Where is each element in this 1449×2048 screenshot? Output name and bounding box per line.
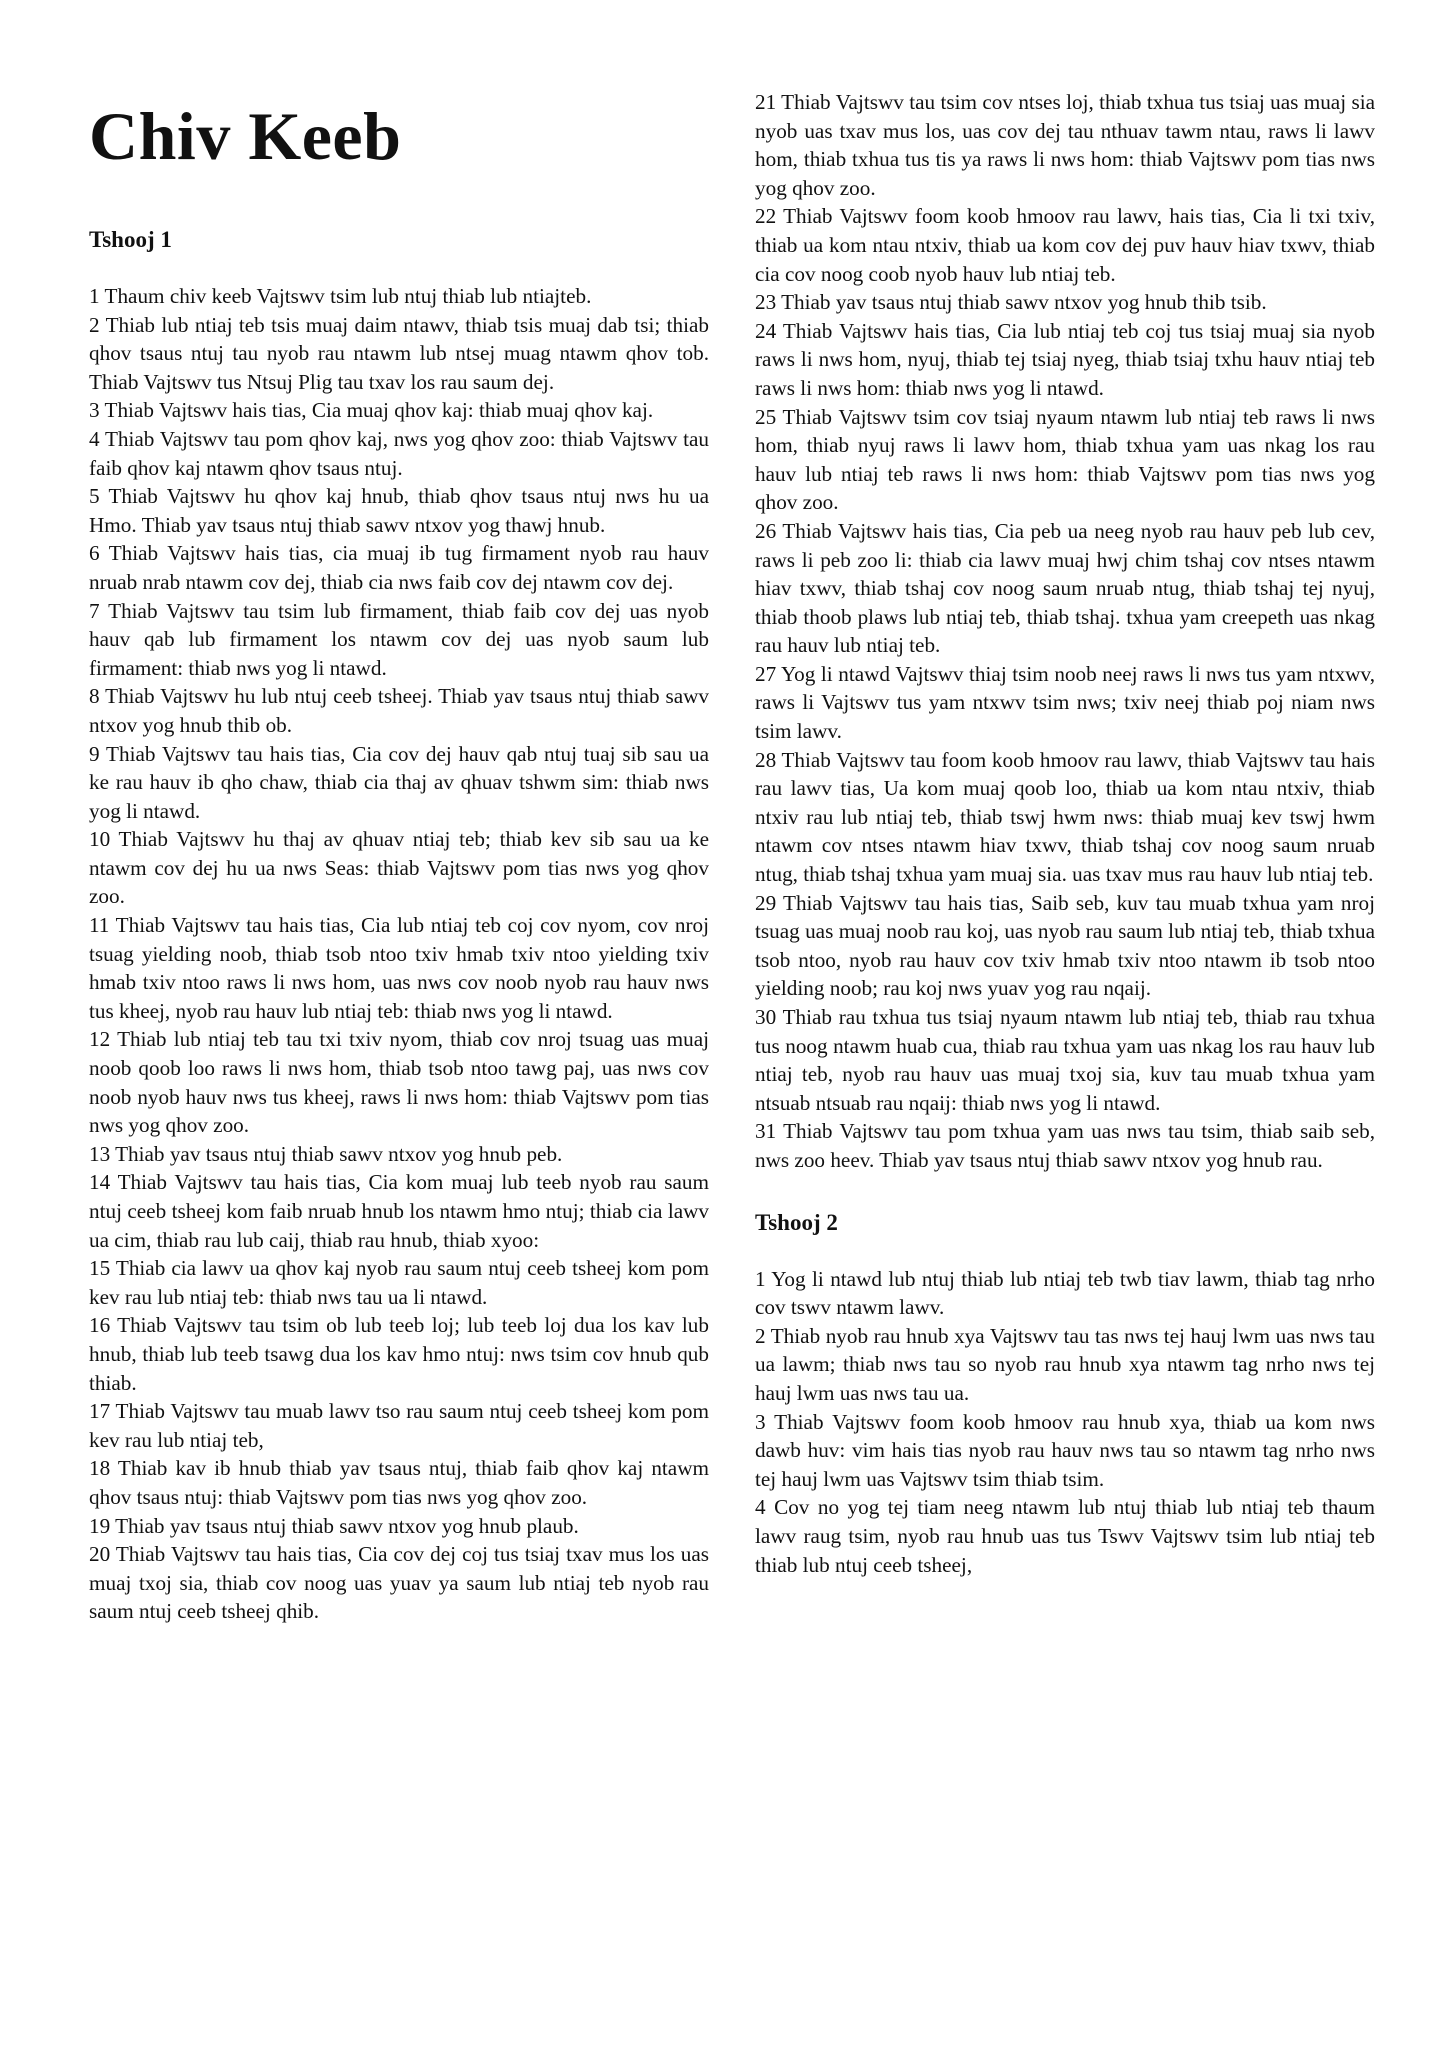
document-title: Chiv Keeb [89, 98, 402, 174]
verse: 13 Thiab yav tsaus ntuj thiab sawv ntxov yog hnub peb. [89, 1141, 563, 1166]
verse: 25 Thiab Vajtswv tsim cov tsiaj nyaum ntawm lub ntiaj teb raws li nws hom, thiab nyuj raws li lawv hom, thiab txhua yam uas nkag los rau hauv lub ntiaj teb raws li nws hom: thiab Vajtswv pom tias nws yog qhov zoo. [755, 404, 1375, 515]
verse: 27 Yog li ntawd Vajtswv thiaj tsim noob neej raws li nws tus yam ntxwv, raws li Vajtswv tus yam ntxwv tsim nws; txiv neej thiab poj niam nws tsim lawv. [755, 661, 1375, 744]
verse: 31 Thiab Vajtswv tau pom txhua yam uas nws tau tsim, thiab saib seb, nws zoo heev. Thiab yav tsaus ntuj thiab sawv ntxov yog hnub rau. [755, 1119, 1375, 1172]
verse: 29 Thiab Vajtswv tau hais tias, Saib seb, kuv tau muab txhua yam nroj tsuag uas muaj noob rau koj, uas nyob rau saum lub ntiaj teb, thiab txhua tsob ntoo, nyob rau hauv cov txiv hmab txiv ntoo ntawm ib tsob ntoo yielding noob; rau koj nws yuav yog rau nqaij. [755, 890, 1375, 1001]
verse: 1 Thaum chiv keeb Vajtswv tsim lub ntuj thiab lub ntiajteb. [89, 284, 592, 308]
verse: 5 Thiab Vajtswv hu qhov kaj hnub, thiab qhov tsaus ntuj nws hu ua Hmo. Thiab yav tsaus ntuj thiab sawv ntxov yog thawj hnub. [89, 484, 709, 537]
chapter-heading: Tshooj 1 [89, 227, 172, 252]
verse: 16 Thiab Vajtswv tau tsim ob lub teeb loj; lub teeb loj dua los kav lub hnub, thiab lub teeb tsawg dua los kav hmo ntuj: nws tsim cov hnub qub thiab. [89, 1313, 709, 1395]
verse: 17 Thiab Vajtswv tau muab lawv tso rau saum ntuj ceeb tsheej kom pom kev rau lub ntiaj teb, [89, 1399, 709, 1452]
verse: 2 Thiab nyob rau hnub xya Vajtswv tau tas nws tej hauj lwm uas nws tau ua lawm; thiab nws tau so nyob rau hnub xya ntawm tag nrho nws tej hauj lwm uas nws tau ua. [755, 1323, 1375, 1405]
verse: 7 Thiab Vajtswv tau tsim lub firmament, thiab faib cov dej uas nyob hauv qab lub firmament los ntawm cov dej uas nyob saum lub firmament: thiab nws yog li ntawd. [89, 598, 709, 680]
verse: 12 Thiab lub ntiaj teb tau txi txiv nyom, thiab cov nroj tsuag uas muaj noob qoob loo raws li nws hom, thiab tsob ntoo tawg paj, uas nws cov noob nyob hauv nws tus kheej, raws li nws hom: thiab Vajtswv pom tias nws yog qhov zoo. [89, 1027, 709, 1138]
verse: 18 Thiab kav ib hnub thiab yav tsaus ntuj, thiab faib qhov kaj ntawm qhov tsaus ntuj: thiab Vajtswv pom tias nws yog qhov zoo. [89, 1456, 709, 1509]
verse: 8 Thiab Vajtswv hu lub ntuj ceeb tsheej. Thiab yav tsaus ntuj thiab sawv ntxov yog hnub thib ob. [89, 684, 709, 737]
verse: 30 Thiab rau txhua tus tsiaj nyaum ntawm lub ntiaj teb, thiab rau txhua tus noog ntawm huab cua, thiab rau txhua yam uas nkag los rau hauv lub ntiaj teb, nyob rau hauv uas muaj txoj sia, kuv tau muab txhua yam ntsuab ntsuab rau nqaij: thiab nws yog li ntawd. [755, 1005, 1375, 1115]
verse: 4 Thiab Vajtswv tau pom qhov kaj, nws yog qhov zoo: thiab Vajtswv tau faib qhov kaj ntawm qhov tsaus ntuj. [89, 426, 709, 480]
verse: 21 Thiab Vajtswv tau tsim cov ntses loj, thiab txhua tus tsiaj uas muaj sia nyob uas txav mus los, uas cov dej tau nthuav tawm ntau, raws li lawv hom, thiab txhua tus tis ya raws li nws hom: thiab Vajtswv pom tias nws yog qhov zoo. [755, 90, 1375, 200]
verse: 24 Thiab Vajtswv hais tias, Cia lub ntiaj teb coj tus tsiaj muaj sia nyob raws li nws hom, nyuj, thiab tej tsiaj nyeg, thiab tsiaj txhu hauv ntiaj teb raws li nws hom: thiab nws yog li ntawd. [755, 318, 1375, 400]
right-column [755, 88, 1375, 1579]
verse: 2 Thiab lub ntiaj teb tsis muaj daim ntawv, thiab tsis muaj dab tsi; thiab qhov tsaus ntuj tau nyob rau ntawm lub ntsej muag ntawm qhov tob. Thiab Vajtswv tus Ntsuj Plig tau txav los rau saum dej. [89, 312, 709, 394]
verse: 11 Thiab Vajtswv tau hais tias, Cia lub ntiaj teb coj cov nyom, cov nroj tsuag yielding noob, thiab tsob ntoo txiv hmab txiv ntoo yielding txiv hmab txiv ntoo raws li nws hom, uas nws cov noob nyob rau hauv nws tus kheej, nyob rau hauv lub ntiaj teb: thiab nws yog li ntawd. [89, 913, 709, 1023]
left-column [89, 88, 709, 1626]
verse: 26 Thiab Vajtswv hais tias, Cia peb ua neeg nyob rau hauv peb lub cev, raws li peb zoo li: thiab cia lawv muaj hwj chim tshaj cov ntses ntawm hiav txwv, thiab tshaj cov noog saum nruab ntug, thiab tshaj tej nyuj, thiab thoob plaws lub ntiaj teb, thiab tshaj. txhua yam creepeth uas nkag rau hauv lub ntiaj teb. [755, 518, 1375, 658]
verse: 19 Thiab yav tsaus ntuj thiab sawv ntxov yog hnub plaub. [89, 1513, 579, 1538]
verse: 28 Thiab Vajtswv tau foom koob hmoov rau lawv, thiab Vajtswv tau hais rau lawv tias, Ua kom muaj qoob loo, thiab ua kom ntau ntxiv, thiab ntxiv rau lub ntiaj teb, thiab tswj hwm nws: thiab muaj kev tswj hwm ntawm cov ntses ntawm hiav txwv, thiab tshaj cov noog saum nruab ntug, thiab tshaj txhua yam muaj sia. uas txav mus rau hauv lub ntiaj teb. [755, 747, 1375, 887]
verse: 1 Yog li ntawd lub ntuj thiab lub ntiaj teb twb tiav lawm, thiab tag nrho cov tswv ntawm lawv. [755, 1266, 1375, 1320]
verse: 9 Thiab Vajtswv tau hais tias, Cia cov dej hauv qab ntuj tuaj sib sau ua ke rau hauv ib qho chaw, thiab cia thaj av qhuav tshwm sim: thiab nws yog li ntawd. [89, 741, 709, 823]
verse: 3 Thiab Vajtswv hais tias, Cia muaj qhov kaj: thiab muaj qhov kaj. [89, 398, 654, 423]
chapter-heading: Tshooj 2 [755, 1209, 838, 1235]
verse: 15 Thiab cia lawv ua qhov kaj nyob rau saum ntuj ceeb tsheej kom pom kev rau lub ntiaj teb: thiab nws tau ua li ntawd. [89, 1256, 709, 1309]
verse: 10 Thiab Vajtswv hu thaj av qhuav ntiaj teb; thiab kev sib sau ua ke ntawm cov dej hu ua nws Seas: thiab Vajtswv pom tias nws yog qhov zoo. [89, 827, 709, 909]
verse: 3 Thiab Vajtswv foom koob hmoov rau hnub xya, thiab ua kom nws dawb huv: vim hais tias nyob rau hauv nws tau so ntawm tag nrho nws tej hauj lwm uas Vajtswv tsim thiab tsim. [755, 1409, 1375, 1491]
verse: 14 Thiab Vajtswv tau hais tias, Cia kom muaj lub teeb nyob rau saum ntuj ceeb tsheej kom faib nruab hnub los ntawm hmo ntuj; thiab cia lawv ua cim, thiab rau lub caij, thiab rau hnub, thiab xyoo: [89, 1170, 709, 1252]
verse: 23 Thiab yav tsaus ntuj thiab sawv ntxov yog hnub thib tsib. [755, 290, 1267, 315]
verse: 4 Cov no yog tej tiam neeg ntawm lub ntuj thiab lub ntiaj teb thaum lawv raug tsim, nyob rau hnub uas tus Tswv Vajtswv tsim lub ntiaj teb thiab lub ntuj ceeb tsheej, [755, 1495, 1375, 1577]
verse: 20 Thiab Vajtswv tau hais tias, Cia cov dej coj tus tsiaj txav mus los uas muaj txoj sia, thiab cov noog uas yuav ya saum lub ntiaj teb nyob rau saum ntuj ceeb tsheej qhib. [89, 1542, 709, 1624]
verse: 22 Thiab Vajtswv foom koob hmoov rau lawv, hais tias, Cia li txi txiv, thiab ua kom ntau ntxiv, thiab ua kom cov dej puv hauv hiav txwv, thiab cia cov noog coob nyob hauv lub ntiaj teb. [755, 204, 1375, 286]
verse: 6 Thiab Vajtswv hais tias, cia muaj ib tug firmament nyob rau hauv nruab nrab ntawm cov dej, thiab cia nws faib cov dej ntawm cov dej. [89, 541, 709, 594]
